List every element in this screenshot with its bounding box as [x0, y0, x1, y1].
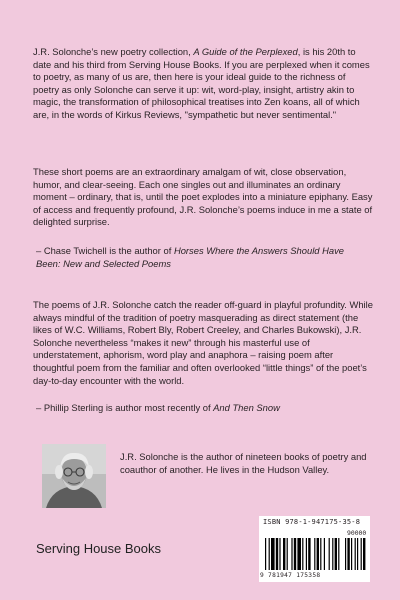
barcode-bar — [271, 538, 275, 570]
addon-bar — [357, 538, 358, 570]
barcode-bar — [314, 538, 315, 570]
publisher-name: Serving House Books — [36, 541, 162, 556]
barcode-bar — [329, 538, 330, 570]
barcode-bar — [276, 538, 278, 570]
blurb1-body: , is his 20th to date and his third from Serving House Books. If you are perplexed when it comes to poetry, as many of us are, then here is your ideal guide to the richness of poetry as only Solonche can serve it up: wit, word-play, insight, artistry akin to magic, the transformation of philosophical treatises into Zen koans, all of which are, in the words of Kirkus Reviews, "sympathetic but never sentimental." — [33, 46, 370, 120]
author-bio: J.R. Solonche is the author of nineteen books of poetry and coauthor of another. He lives in the Hudson Valley. — [120, 451, 367, 475]
barcode-bar — [269, 538, 270, 570]
price-code: 90000 — [347, 529, 367, 537]
barcode-bar — [324, 538, 325, 570]
blurb-twichell: These short poems are an extraordinary amalgam of wit, close observation, humor, and clear-seeing. Each one singles out and illuminates an ordinary moment – ordinary, that is, until the poet explodes into a miniature epiphany. Easy of access and frequently profound, J.R. Solonche’s poems induce in me a state of delighted surprise. — [33, 166, 373, 228]
attribution-sterling-prefix: – Phillip Sterling is author most recently of — [36, 402, 214, 413]
barcode-bar — [279, 538, 280, 570]
barcode-bar — [297, 538, 301, 570]
author-portrait-image — [42, 444, 106, 508]
barcode-bar — [317, 538, 319, 570]
attribution-twichell-title: Horses Where the Answers Should Have Been: New and Selected Poems — [36, 245, 344, 269]
isbn-barcode — [259, 516, 370, 582]
attribution-sterling-title: And Then Snow — [213, 402, 280, 413]
attribution-sterling — [36, 402, 366, 415]
addon-bar — [361, 538, 362, 570]
blurb1-lead: J.R. Solonche’s new poetry collection, — [33, 46, 194, 57]
book-title: A Guide of the Perplexed — [193, 46, 298, 57]
barcode-bar — [335, 538, 337, 570]
author-photo — [42, 444, 106, 508]
ean-digits: 9 781947 175358 — [260, 572, 321, 579]
addon-bar — [351, 538, 352, 570]
barcode-bar — [302, 538, 303, 570]
barcode-bar — [332, 538, 333, 570]
barcode-bar — [283, 538, 285, 570]
barcode-bar — [306, 538, 307, 570]
barcode-bar — [308, 538, 310, 570]
addon-bar — [363, 538, 365, 570]
barcode-bar — [338, 538, 339, 570]
barcode-bar — [287, 538, 288, 570]
barcode-bar — [265, 538, 266, 570]
addon-bar — [347, 538, 349, 570]
addon-bar — [355, 538, 356, 570]
barcode-bar — [320, 538, 321, 570]
addon-bar — [345, 538, 346, 570]
attribution-twichell — [36, 245, 366, 270]
blurb-publisher — [33, 46, 373, 122]
blurb-sterling: The poems of J.R. Solonche catch the reader off-guard in playful profundity. While always mindful of the tradition of poetry masquerading as direct statement (the likes of W.C. Williams, Robert Bly, Robert Creeley, and Charles Bukowski), J.R. Solonche nevertheless “makes it new” through his masterful use of understatement, aphorism, word play and anaphora – raising poem after thoughtful poem from the familiar and often overlooked “little things” of the poet’s day-to-day encounter with the world. — [33, 299, 373, 386]
isbn-label: ISBN 978-1-947175-35-8 — [263, 518, 361, 526]
attribution-twichell-prefix: – Chase Twichell is the author of — [36, 245, 174, 256]
barcode-bar — [294, 538, 296, 570]
barcode-bar — [291, 538, 292, 570]
